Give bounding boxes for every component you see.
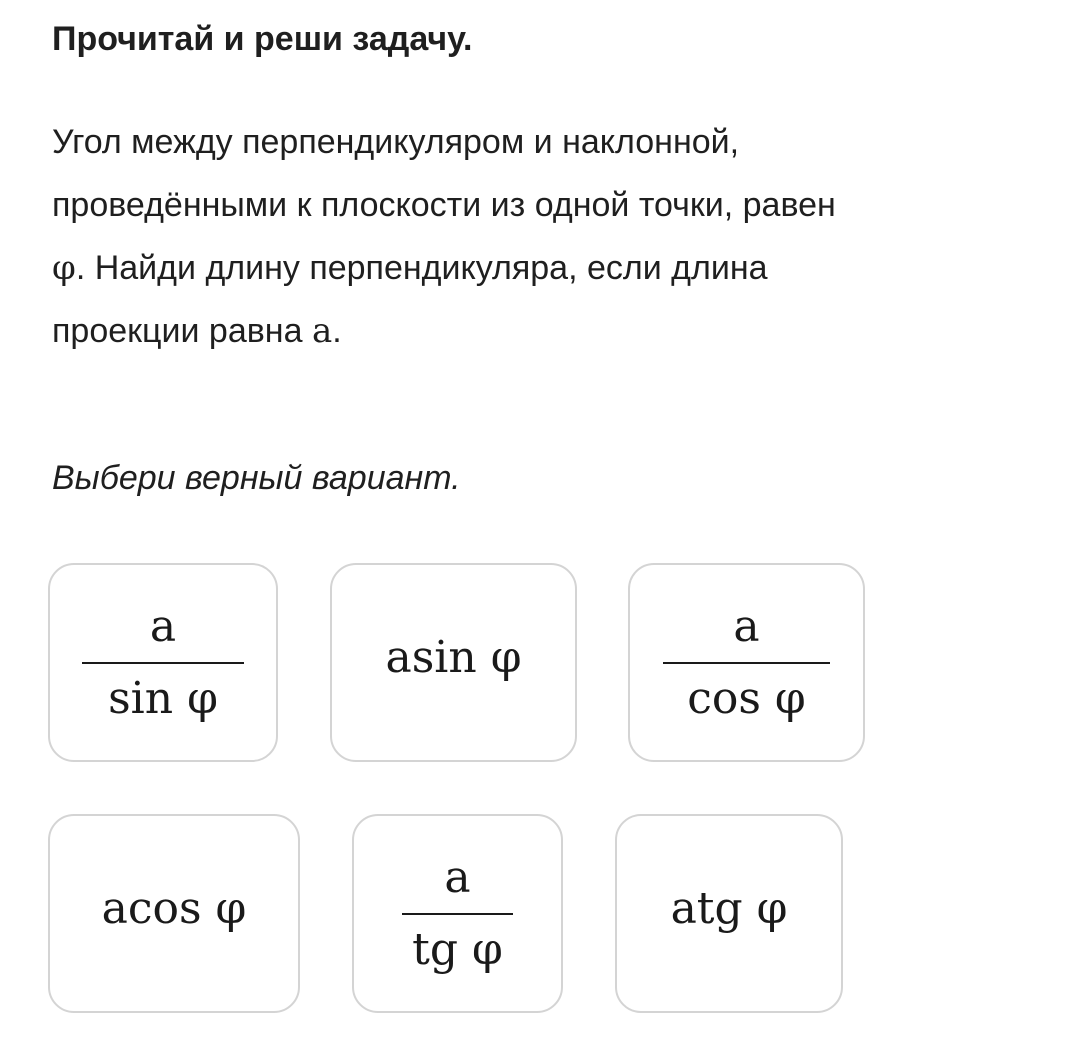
- fraction-numerator: a: [444, 851, 471, 903]
- fraction: [681, 598, 812, 728]
- problem-text: [52, 111, 1042, 363]
- answer-option-a-over-sin[interactable]: [48, 563, 278, 762]
- problem-line-4: [52, 300, 1042, 363]
- problem-line-2: проведёнными к плоскости из одной точки, равен: [52, 186, 836, 224]
- option-formula: asin φ: [385, 631, 522, 683]
- fraction-numerator: a: [149, 600, 177, 652]
- problem-line-4-end: .: [332, 312, 342, 350]
- problem-line-3: [52, 237, 1042, 300]
- answer-option-a-tg[interactable]: [615, 814, 843, 1013]
- option-formula: atg φ: [670, 882, 788, 934]
- fraction-denominator: cos φ: [687, 672, 806, 724]
- answer-option-a-sin[interactable]: [330, 563, 577, 762]
- fraction-denominator: tg φ: [412, 923, 503, 975]
- problem-line-3-text: . Найди длину перпендикуляра, если длина: [75, 249, 768, 287]
- answer-option-a-over-cos[interactable]: [628, 563, 865, 762]
- fraction-numerator: a: [733, 600, 760, 652]
- problem-line-1: Угол между перпендикуляром и наклонной,: [52, 123, 740, 161]
- instruction-text: Выбери верный вариант.: [52, 459, 461, 497]
- task-heading: Прочитай и реши задачу.: [52, 20, 473, 58]
- fraction: [406, 849, 509, 979]
- angle-variable: φ: [52, 248, 76, 288]
- projection-variable: a: [311, 311, 333, 351]
- answer-option-a-over-tg[interactable]: [352, 814, 563, 1013]
- answer-option-a-cos[interactable]: [48, 814, 300, 1013]
- option-formula: acos φ: [101, 882, 247, 934]
- fraction-denominator: sin φ: [108, 672, 218, 724]
- fraction: [102, 598, 224, 728]
- problem-line-4-text: проекции равна: [52, 312, 312, 350]
